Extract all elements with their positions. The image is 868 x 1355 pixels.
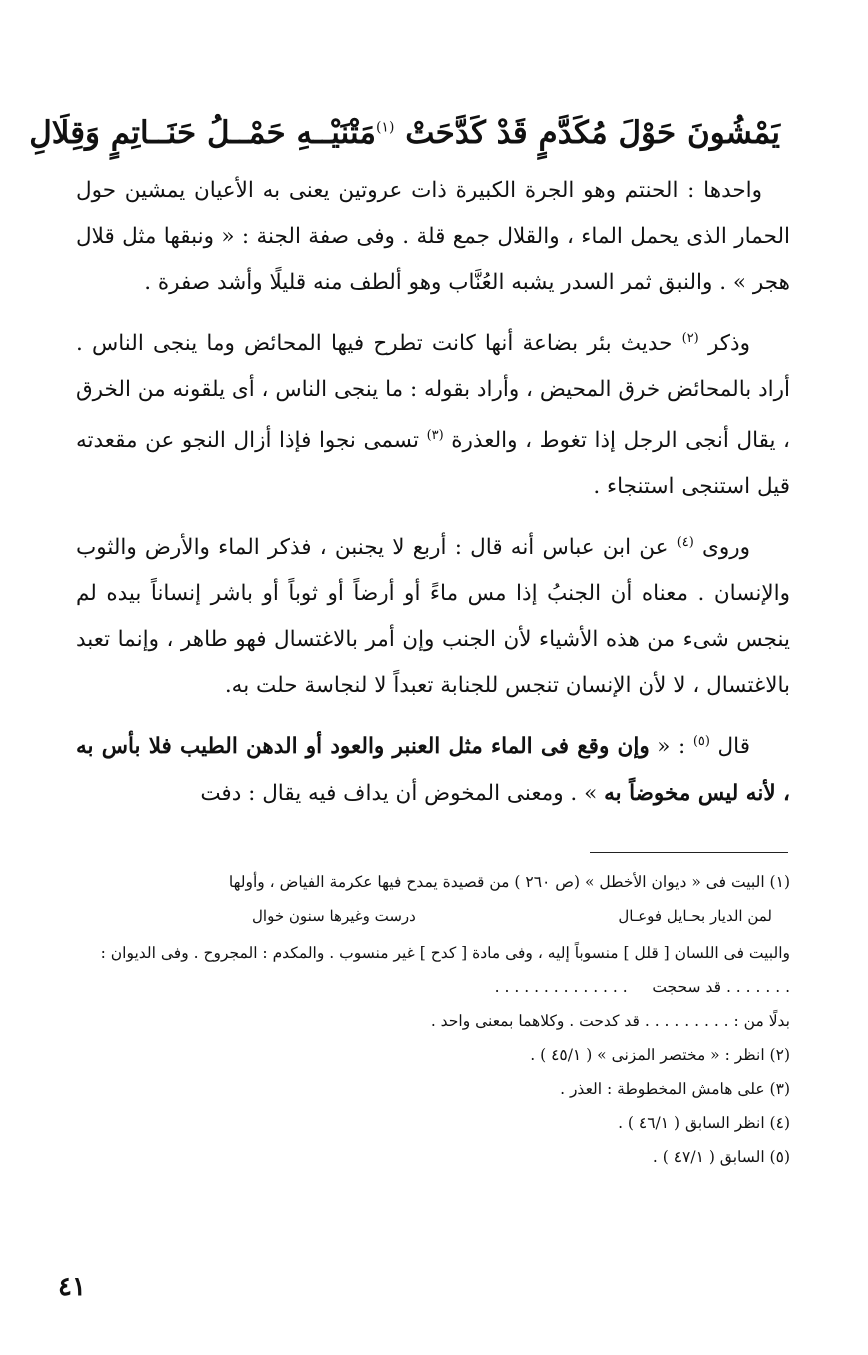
paragraph-2 xyxy=(76,316,790,510)
paragraph-2-start: وذكر xyxy=(707,331,750,357)
footnote-separator xyxy=(590,852,788,853)
paragraph-2-body: حديث بئر بضاعة أنها كانت تطرح فيها المحائض وما ينجى الناس . أراد بالمحائض خرق المحيض ، وأراد بقوله : ما ينجى الناس ، أى يلقونه من الخرق ، يقال أنجى الرجل إذا تغوط ، والعذرة xyxy=(75,331,790,454)
paragraph-3-start: وروى xyxy=(702,535,751,561)
quoted-text: وإن وقع فى الماء مثل العنبر والعود أو الدهن الطيب فلا بأس به ، لأنه ليس مخوضاً به xyxy=(76,734,790,806)
footnote-ref-3: (٣) xyxy=(426,428,444,444)
variant-note: بدلًا من : . . . . . . . . . قد كدحت . وكلاهما بمعنى واحد . xyxy=(430,1012,790,1030)
footnote-poem-left: درست وغيرها سنون خوال xyxy=(252,907,416,925)
footnote-poem xyxy=(252,902,772,931)
footnote-1-continued: والبيت فى اللسان [ قلل ] منسوباً إليه ، وفى مادة [ كدح ] غير منسوب . والمكدم : المجروح . وفى الديوان : xyxy=(100,944,790,962)
verse-hemistich-right xyxy=(376,115,780,151)
paragraph-3-body: عن ابن عباس أنه قال : أربع لا يجنبن ، فذكر الماء والأرض والثوب والإنسان . معناه أن الجنبُ إذا مس ماءً أو أرضاً أو ثوباً أو باشر إنساناً بيده لم ينجس شىء من هذه الأشياء لأن الجنب وإن أمر بالاغتسال فهو طاهر ، وإنما تعبد بالاغتسال ، لا لأن الإنسان تنجس للجنابة تعبداً لا لنجاسة حلت به. xyxy=(76,535,790,699)
paragraph-1: واحدها : الحنتم وهو الجرة الكبيرة ذات عروتين يعنى به الأعيان يمشين حول الحمار الذى يحمل الماء ، والقلال جمع قلة . وفى صفة الجنة : « ونبقها مثل قلال هجر » . والنبق ثمر السدر يشبه العُنَّاب وهو ألطف منه قليلًا وأشد صفرة . xyxy=(76,178,790,295)
footnote-1: (١) البيت فى « ديوان الأخطل » (ص ٢٦٠ ) من قصيدة يمدح فيها عكرمة الفياض ، وأولها xyxy=(228,873,790,891)
paragraph-4 xyxy=(76,719,790,816)
paragraph-2-end: تسمى نجوا فإذا أزال النجو عن مقعدته قيل استنجى استنجاء . xyxy=(76,428,790,500)
footnote-ref-4: (٤) xyxy=(676,535,694,551)
verse-hemistich-right-text: يَمْشُونَ حَوْلَ مُكَدَّمٍ قَدْ كَدَّحَتْ xyxy=(405,115,780,151)
footnotes xyxy=(76,868,790,1177)
footnote-5: (٥) السابق ( ٤٧/١ ) . xyxy=(652,1148,790,1166)
footnote-3: (٣) على هامش المخطوطة : العذر . xyxy=(560,1080,790,1098)
page-number: ٤١ xyxy=(58,1272,86,1302)
footnote-poem-right: لمن الديار بحـايل فوعـال xyxy=(618,907,772,925)
footnote-ref-5: (٥) xyxy=(692,734,710,750)
main-text xyxy=(76,168,790,827)
diwan-variant-line xyxy=(76,973,790,1002)
footnote-ref-1: (١) xyxy=(375,119,395,136)
variant-text: . . . . . . . قد سحجت xyxy=(652,978,790,996)
verse-hemistich-left: مَتْنَيْــهِ حَمْــلُ حَنَــاتِمٍ وَقِلَالِ xyxy=(29,115,376,151)
ellipsis-dots: . . . . . . . . . . . . . . xyxy=(494,978,628,996)
paragraph-3 xyxy=(76,520,790,709)
footnote-2: (٢) انظر : « مختصر المزنى » ( ٤٥/١ ) . xyxy=(530,1046,790,1064)
poetic-verse xyxy=(29,106,780,160)
paragraph-4-start: قال xyxy=(717,734,750,760)
footnote-4: (٤) انظر السابق ( ٤٦/١ ) . xyxy=(618,1114,790,1132)
paragraph-4-end: » . ومعنى المخوض أن يداف فيه يقال : دفت xyxy=(200,780,605,806)
quote-open: : « xyxy=(649,734,686,760)
footnote-ref-2: (٢) xyxy=(681,331,699,346)
